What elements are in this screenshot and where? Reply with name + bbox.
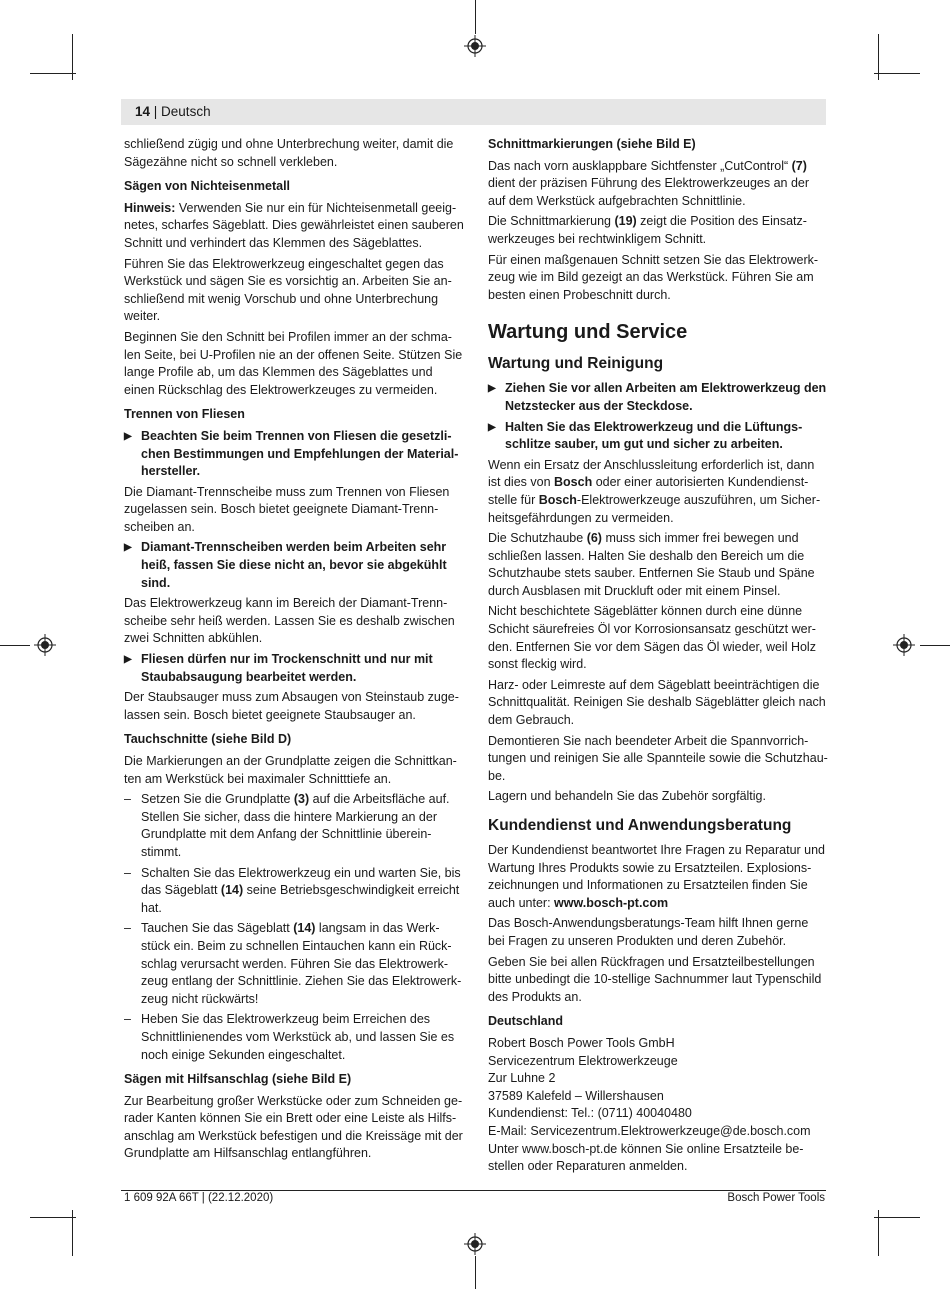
- address-line: Servicezentrum Elektrowerkzeuge: [488, 1053, 678, 1068]
- address-line: Zur Luhne 2: [488, 1071, 556, 1086]
- paragraph: Beginnen Sie den Schnitt bei Profilen immer an der schmalen Seite, bei U-Profilen nie an der offenen Seite. Stützen Sie lange Profile ab, um das Klemmen des Sägeblattes und einen Rückschlag des Elektrowerkzeuges zu vermeiden.: [124, 329, 463, 397]
- warning-item: ▶ Diamant-Trennscheiben werden beim Arbeiten sehr heiß, fassen Sie diese nicht an, bevor sie abgekühlt sind.: [124, 539, 464, 592]
- subsection-heading: Kundendienst und Anwendungsberatung: [488, 817, 792, 834]
- footer-doc-number: 1 609 92A 66T | (22.12.2020): [124, 1192, 274, 1204]
- list-item: – Tauchen Sie das Sägeblatt (14) langsam in das Werkstück ein. Beim zu schnellen Eintauchen kann ein Rückschlag verursacht werden. Führen Sie das Elektrowerkzeug entlang der Schnittlinie. Ziehen Sie das Elektrowerkzeug nicht rückwärts!: [124, 920, 464, 1008]
- section-heading: Schnittmarkierungen (siehe Bild E): [488, 137, 696, 151]
- crop-mark: [874, 1217, 920, 1218]
- paragraph: Wenn ein Ersatz der Anschlussleitung erforderlich ist, dann ist dies von Bosch oder einer autorisierten Kundendienststelle für Bosch-Elektrowerkzeuge auszuführen, um Sicherheitsgefährdungen zu vermeiden.: [488, 457, 821, 525]
- paragraph: Die Schnittmarkierung (19) zeigt die Position des Einsatzwerkzeuges bei rechtwinkligem Schnitt.: [488, 214, 807, 246]
- registration-mark-icon: [464, 1233, 486, 1255]
- crop-mark: [874, 73, 920, 74]
- section-heading: Tauchschnitte (siehe Bild D): [124, 732, 292, 747]
- address-line: Unter www.bosch-pt.de können Sie online Ersatzteile bestellen oder Reparaturen anmelden.: [488, 1141, 804, 1174]
- registration-mark-icon: [893, 634, 915, 656]
- list-item: – Setzen Sie die Grundplatte (3) auf die Arbeitsfläche auf. Stellen Sie sicher, dass die hintere Markierung an der Grundplatte mit dem Anfang der Schnittlinie übereinstimmt.: [124, 791, 464, 861]
- paragraph: Für einen maßgenauen Schnitt setzen Sie das Elektrowerkzeug wie im Bild gezeigt an das Werkstück. Führen Sie am besten einen Probeschnitt durch.: [488, 252, 819, 302]
- address-line: 37589 Kalefeld – Willershausen: [488, 1088, 664, 1103]
- warning-item: ▶ Beachten Sie beim Trennen von Fliesen die gesetzlichen Bestimmungen und Empfehlungen der Materialhersteller.: [124, 428, 464, 481]
- crop-mark: [30, 73, 76, 74]
- right-column: [488, 136, 828, 1176]
- page-number: 14: [135, 104, 151, 119]
- note-label: Hinweis:: [124, 200, 176, 215]
- paragraph: Zur Bearbeitung großer Werkstücke oder zum Schneiden gerader Kanten können Sie ein Brett oder eine Leiste als Hilfsanschlag am Werkstück befestigen und die Kreissäge mit der Grundplatte am Hilfsanschlag entlangführen.: [124, 1093, 463, 1161]
- address-line: Robert Bosch Power Tools GmbH: [488, 1035, 675, 1050]
- footer-brand: Bosch Power Tools: [727, 1192, 825, 1204]
- crop-mark: [475, 1256, 476, 1289]
- warning-item: ▶ Ziehen Sie vor allen Arbeiten am Elektrowerkzeug den Netzstecker aus der Steckdose.: [488, 380, 828, 415]
- warning-item: ▶ Halten Sie das Elektrowerkzeug und die Lüftungsschlitze sauber, um gut und sicher zu arbeiten.: [488, 419, 828, 454]
- header-language: Deutsch: [161, 104, 211, 119]
- section-heading: Trennen von Fliesen: [124, 407, 245, 422]
- crop-mark: [0, 645, 30, 646]
- paragraph: Der Staubsauger muss zum Absaugen von Steinstaub zugelassen sein. Bosch bietet geeignete Staubsauger an.: [124, 690, 459, 722]
- paragraph: Der Kundendienst beantwortet Ihre Fragen zu Reparatur und Wartung Ihres Produkts sowie zu Ersatzteilen. Explosionszeichnungen und Informationen zu Ersatzteilen finden Sie auch unter: www.bosch-pt.com: [488, 843, 826, 910]
- crop-mark: [475, 0, 476, 34]
- paragraph: Lagern und behandeln Sie das Zubehör sorgfältig.: [488, 789, 766, 804]
- email-line: E-Mail: Servicezentrum.Elektrowerkzeuge@de.bosch.com: [488, 1123, 811, 1138]
- section-heading: Sägen mit Hilfsanschlag (siehe Bild E): [124, 1072, 352, 1087]
- paragraph: Führen Sie das Elektrowerkzeug eingeschaltet gegen das Werkstück und sägen Sie es vorsichtig an. Arbeiten Sie anschließend mit wenig Vorschub und ohne Unterbrechung weiter.: [124, 256, 452, 324]
- paragraph: Das Bosch-Anwendungsberatungs-Team hilft Ihnen gerne bei Fragen zu unseren Produkten und deren Zubehör.: [488, 916, 809, 948]
- page-header: 14 | Deutsch: [135, 104, 211, 119]
- website-link[interactable]: www.bosch-pt.com: [554, 895, 669, 910]
- left-column: [124, 136, 464, 1166]
- paragraph: Die Schutzhaube (6) muss sich immer frei bewegen und schließen lassen. Halten Sie deshalb den Bereich um die Schutzhaube stets sauber. Entfernen Sie Staub und Späne durch Ausblasen mit Druckluft oder mit einem Pinsel.: [488, 531, 815, 598]
- registration-mark-icon: [34, 634, 56, 656]
- paragraph: Das Elektrowerkzeug kann im Bereich der Diamant-Trennscheibe sehr heiß werden. Lassen Sie es deshalb zwischen zwei Schnitten abkühlen.: [124, 596, 455, 646]
- paragraph: Nicht beschichtete Sägeblätter können durch eine dünne Schicht säurefreies Öl vor Korrosionsansatz geschützt werden. Entfernen Sie vor dem Sägen das Öl wieder, weil Holz sonst fleckig wird.: [488, 604, 816, 672]
- registration-mark-icon: [464, 35, 486, 57]
- footer-divider: [121, 1190, 826, 1191]
- paragraph: Geben Sie bei allen Rückfragen und Ersatzteilbestellungen bitte unbedingt die 10-stellige Sachnummer laut Typenschild des Produkts an.: [488, 954, 822, 1004]
- country-heading: Deutschland: [488, 1014, 564, 1029]
- paragraph: Die Markierungen an der Grundplatte zeigen die Schnittkanten am Werkstück bei maximaler Schnitttiefe an.: [124, 754, 457, 786]
- paragraph: Harz- oder Leimreste auf dem Sägeblatt beeinträchtigen die Schnittqualität. Reinigen Sie deshalb Sägeblätter gleich nach dem Gebrauch.: [488, 677, 826, 728]
- phone-line: Kundendienst: Tel.: (0711) 40040480: [488, 1106, 692, 1121]
- subsection-heading: Wartung und Reinigung: [488, 355, 664, 373]
- paragraph: Das nach vorn ausklappbare Sichtfenster „CutControl“ (7) dient der präzisen Führung des Elektrowerkzeuges an der auf dem Werkstück aufgebrachten Schnittlinie.: [488, 158, 810, 208]
- chapter-heading: Wartung und Service: [488, 321, 688, 344]
- crop-mark: [920, 645, 950, 646]
- paragraph: Demontieren Sie nach beendeter Arbeit die Spannvorrichtungen und reinigen Sie alle Spannteile sowie die Schutzhaube.: [488, 733, 828, 783]
- header-bar: [121, 99, 826, 125]
- paragraph: Die Diamant-Trennscheibe muss zum Trennen von Fliesen zugelassen sein. Bosch bietet geeignete Diamant-Trennscheiben an.: [124, 484, 450, 534]
- paragraph: schließend zügig und ohne Unterbrechung weiter, damit die Sägezähne nicht so schnell verkleben.: [124, 137, 454, 169]
- warning-item: ▶ Fliesen dürfen nur im Trockenschnitt und nur mit Staubabsaugung bearbeitet werden.: [124, 651, 464, 686]
- note-paragraph: Hinweis: Verwenden Sie nur ein für Nichteisenmetall geeignetes, scharfes Sägeblatt. Dies gewährleistet einen sauberen Schnitt und verhindert das Klemmen des Sägeblattes.: [124, 200, 464, 250]
- section-heading: Sägen von Nichteisenmetall: [124, 179, 291, 194]
- list-item: – Heben Sie das Elektrowerkzeug beim Erreichen des Schnittlinienendes vom Werkstück ab, und lassen Sie es noch einige Sekunden eingeschaltet.: [124, 1011, 464, 1064]
- crop-mark: [30, 1217, 76, 1218]
- list-item: – Schalten Sie das Elektrowerkzeug ein und warten Sie, bis das Sägeblatt (14) seine Betriebsgeschwindigkeit erreicht hat.: [124, 865, 464, 918]
